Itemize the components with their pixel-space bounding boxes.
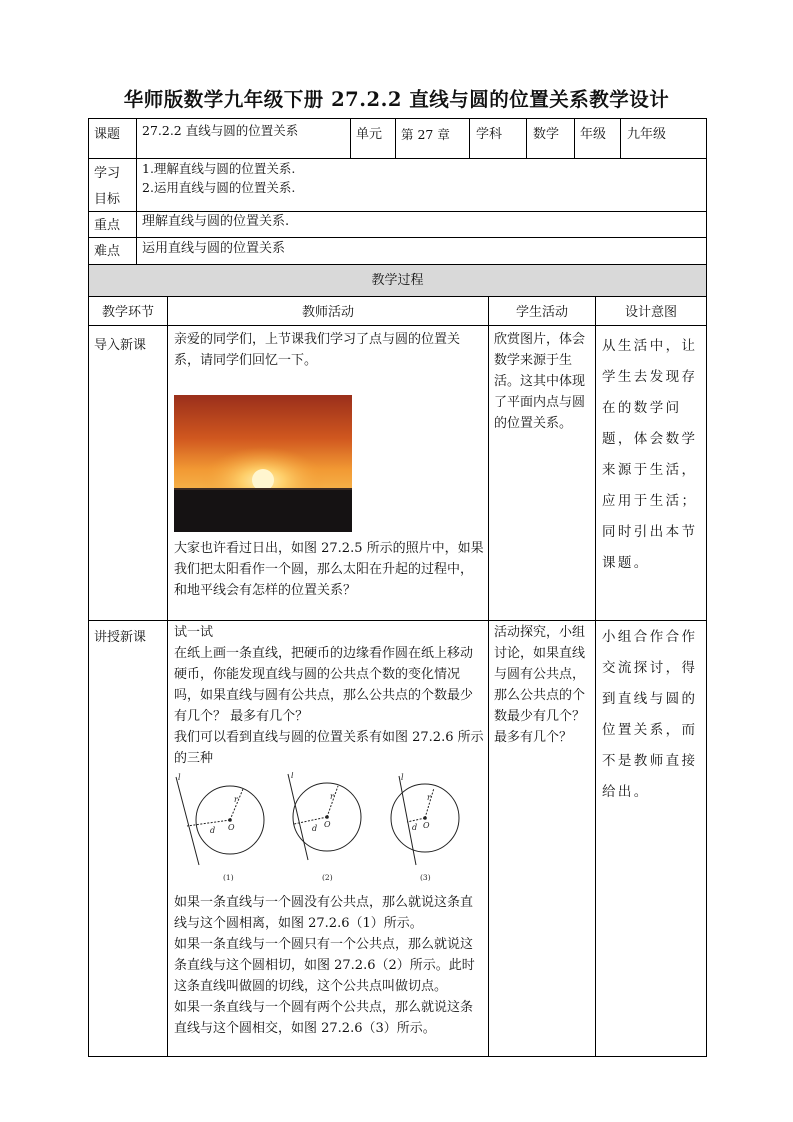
stage-new-lesson: 讲授新课 [94, 630, 147, 645]
teacher-intro-text: 亲爱的同学们，上节课我们学习了点与圆的位置关系，请同学们回忆一下。 [174, 332, 461, 368]
fig3-center-label: O [423, 821, 430, 830]
try-instruction: 在纸上画一条直线，把硬币的边缘看作圆在纸上移动硬币，你能发现直线与圆的公共点个数的变化情况吗，如果直线与圆有公共点，那么公共点的个数最少有几个？ 最多有几个？ [174, 646, 474, 724]
teacher-question-text: 大家也许看过日出，如图 27.2.5 所示的照片中，如果我们把太阳看作一个圆，那么太阳在升起的过程中，和地平线会有怎样的位置关系？ [174, 541, 484, 598]
design-intent-2: 小组合作合作交流探讨，得到直线与圆的位置关系，而不是教师直接给出。 [602, 629, 698, 800]
fig2-line-label: l [291, 772, 294, 780]
fig1-line-label: l [178, 773, 181, 782]
goal-item-1: 1.理解直线与圆的位置关系. [142, 161, 296, 176]
student-activity-1: 欣赏图片，体会数学来源于生活。这其中体现了平面内点与圆的位置关系。 [494, 332, 586, 431]
unit-value: 第 27 章 [401, 127, 450, 142]
document-title: 华师版数学九年级下册 27.2.2 直线与圆的位置关系教学设计 [123, 88, 670, 111]
process-title: 教学过程 [371, 273, 424, 288]
student-activity-2: 活动探究，小组讨论，如果直线与圆有公共点，那么公共点的个数最少有几个？ 最多有几个？ [494, 625, 586, 745]
three-relations-text: 我们可以看到直线与圆的位置关系有如图 27.2.6 所示的三种 [174, 730, 484, 766]
definition-tangent: 如果一条直线与一个圆只有一个公共点，那么就说这条直线与这个圆相切，如图 27.2.6（2）所示。此时这条直线叫做圆的切线，这个公共点叫做切点。 [174, 937, 475, 994]
subject-label: 学科 [476, 127, 503, 142]
fig1-distance-label: d [210, 826, 216, 835]
column-stage: 教学环节 [101, 305, 154, 320]
goal-item-2: 2.运用直线与圆的位置关系. [142, 180, 296, 195]
difficulty-value: 运用直线与圆的位置关系 [142, 241, 286, 256]
fig2-distance-label: d [312, 824, 318, 833]
goals-label-line1: 学习 [94, 166, 121, 181]
grade-label: 年级 [580, 127, 607, 142]
column-teacher: 教师活动 [301, 305, 354, 320]
fig3-radius-label: r [427, 793, 431, 802]
goals-label-line2: 目标 [94, 192, 121, 207]
fig2-center-label: O [324, 820, 331, 829]
definition-intersect: 如果一条直线与一个圆有两个公共点，那么就说这条直线与这个圆相交，如图 27.2.6（3）所示。 [174, 1000, 474, 1036]
key-point-value: 理解直线与圆的位置关系. [142, 214, 290, 229]
fig-caption-1: (1) [223, 873, 234, 882]
teacher-try-block [174, 622, 484, 769]
design-intent-1: 从生活中，让学生去发现存在的数学问题，体会数学来源于生活，应用于生活；同时引出本节课题。 [602, 338, 698, 571]
fig1-center-label: O [228, 823, 235, 832]
sunrise-photo [174, 395, 352, 532]
key-point-label: 重点 [94, 218, 121, 233]
subject-value: 数学 [533, 127, 560, 142]
unit-label: 单元 [356, 127, 383, 142]
fig-caption-3: (3) [420, 873, 431, 882]
topic-value: 27.2.2 直线与圆的位置关系 [142, 123, 299, 138]
fig3-line-label: l [401, 773, 404, 782]
fig-caption-2: (2) [322, 873, 333, 882]
column-student: 学生活动 [515, 305, 568, 320]
stage-intro: 导入新课 [94, 338, 147, 353]
fig1-radius-label: r [234, 795, 238, 804]
difficulty-label: 难点 [94, 244, 121, 259]
grade-value: 九年级 [627, 127, 667, 142]
fig3-distance-label: d [412, 823, 418, 832]
goals-list [142, 159, 295, 197]
topic-label: 课题 [94, 127, 121, 142]
fig2-radius-label: r [330, 792, 334, 801]
definition-separate: 如果一条直线与一个圆没有公共点，那么就说这条直线与这个圆相离，如图 27.2.6（1）所示。 [174, 895, 474, 931]
relation-definitions [174, 892, 484, 1039]
column-intent: 设计意图 [624, 305, 677, 320]
try-heading: 试一试 [174, 625, 214, 640]
line-circle-figure [172, 772, 472, 884]
